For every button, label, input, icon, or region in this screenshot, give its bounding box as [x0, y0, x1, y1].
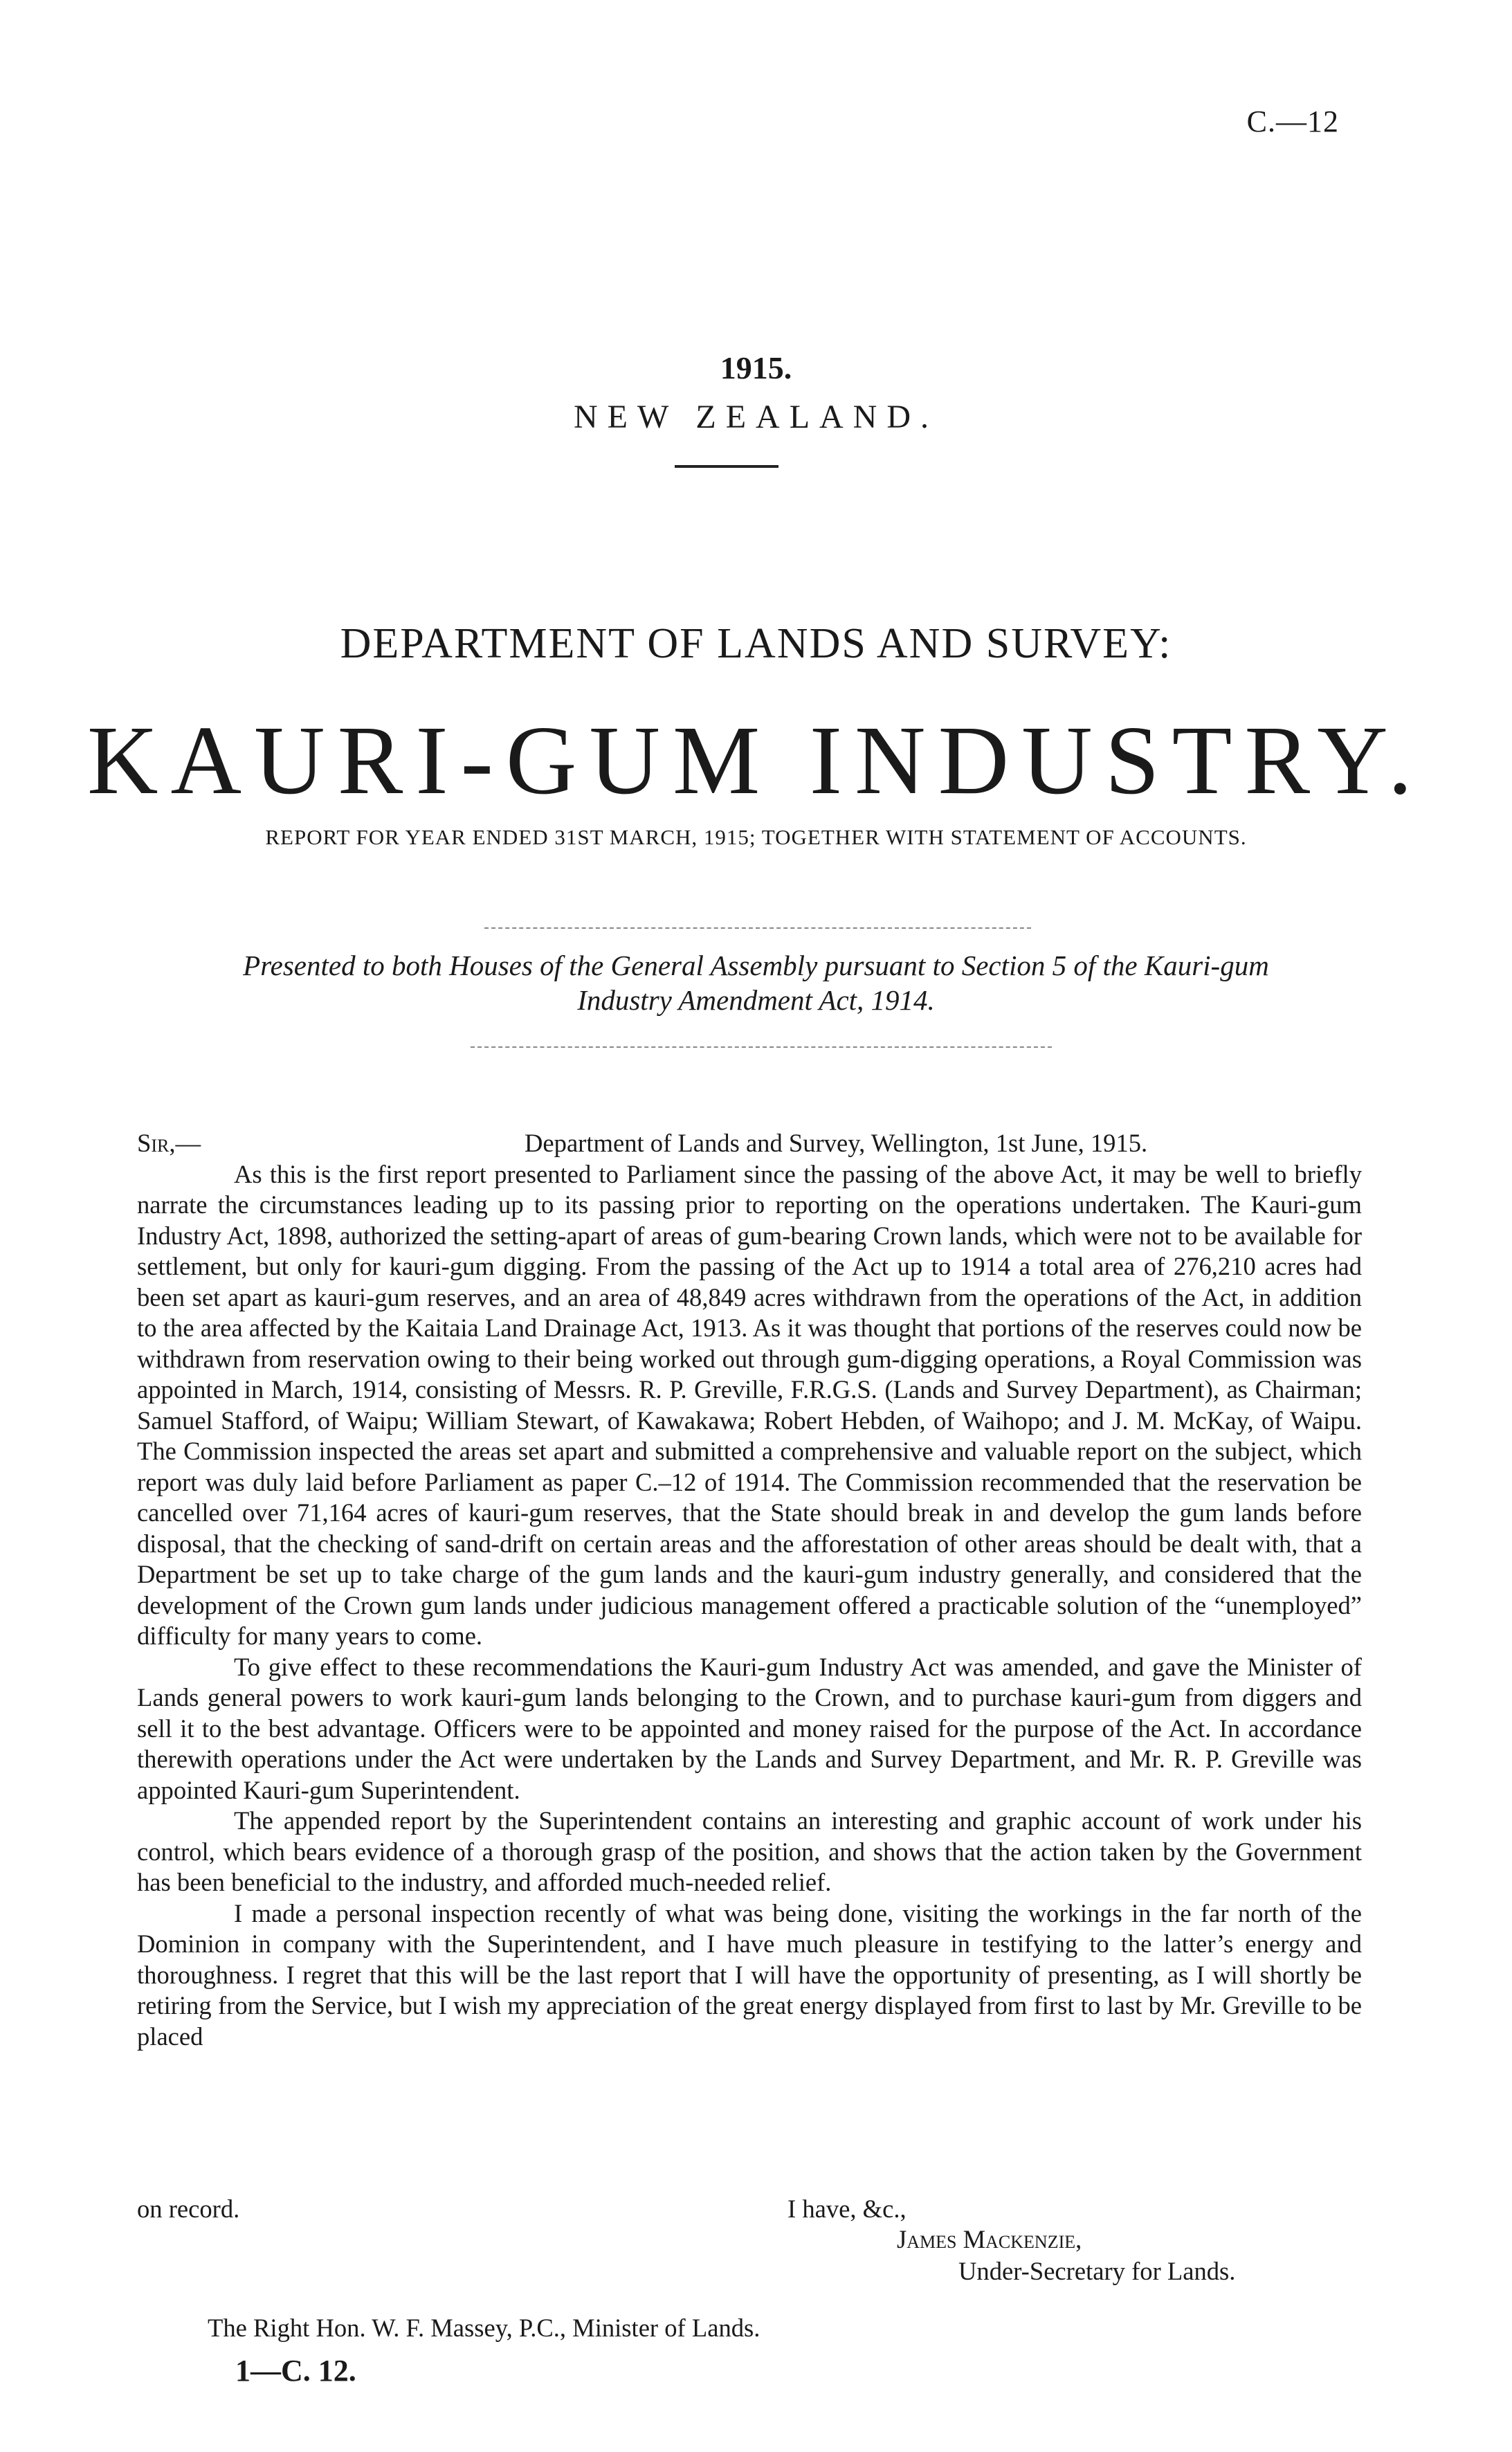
sheet-reference: 1—C. 12. — [235, 2354, 356, 2388]
presented-line-2: Industry Amendment Act, 1914. — [577, 984, 935, 1017]
letter-paragraph: I made a personal inspection recently of what was being done, visiting the workings in the far north of the Dominion in company with the Superintendent, and I have much pleasure in testifying to the latter’s energy and thoroughness. I regret that this will be the last report that I will have the opportunity of presenting, as I will shortly be retiring from the Service, but I wish my appreciation of the great energy displayed from first to last by Mr. Greville to be placed — [137, 1898, 1362, 2051]
report-subtitle: REPORT FOR YEAR ENDED 31ST MARCH, 1915; TOGETHER WITH STATEMENT OF ACCOUNTS. — [265, 825, 1247, 849]
signature-title: Under-Secretary for Lands. — [958, 2257, 1236, 2285]
addressee: The Right Hon. W. F. Massey, P.C., Minister of Lands. — [208, 2314, 760, 2342]
heading-divider — [675, 465, 778, 468]
letter-paragraph: The appended report by the Superintendent contains an interesting and graphic account of work under his control, which bears evidence of a thorough grasp of the position, and shows that the action taken by the Government has been beneficial to the industry, and afforded much-needed relief. — [137, 1806, 1362, 1896]
country-heading: NEW ZEALAND. — [573, 399, 939, 435]
page-reference: C.—12 — [1246, 105, 1339, 138]
letter-heading — [137, 1128, 1362, 1159]
letter-paragraph: As this is the first report presented to Parliament since the passing of the above Act, it may be well to briefly narrate the circumstances leading up to its passing prior to reporting on the operations undertaken. The Kauri-gum Industry Act, 1898, authorized the setting-apart of areas of gum-bearing Crown lands, which were not to be available for settlement, but only for kauri-gum digging. From the passing of the Act up to 1914 a total area of 276,210 acres had been set apart as kauri-gum reserves, and an area of 48,849 acres withdrawn from the operations of the Act, in addition to the area affected by the Kaitaia Land Drainage Act, 1913. As it was thought that portions of the reserves could now be withdrawn from reservation owing to their being worked out through gum-digging operations, a Royal Commission was appointed in March, 1914, consisting of Messrs. R. P. Greville, F.R.G.S. (Lands and Survey Department), as Chairman; Samuel Stafford, of Waipu; William Stewart, of Kawakawa; Robert Hebden, of Waihopo; and J. M. McKay, of Waipu. The Commission inspected the areas set apart and submitted a comprehensive and valuable report on the subject, which report was duly laid before Parliament as paper C.–12 of 1914. The Commission recommended that the reservation be cancelled over 71,164 acres of kauri-gum reserves, that the State should break in and develop the gum lands before disposal, that the checking of sand-drift on certain areas and the afforestation of other areas should be dealt with, that a Department be set up to take charge of the gum lands and the kauri-gum industry generally, and considered that the development of the Crown gum lands under judicious management offered a practicable solution of the “unemployed” difficulty for many years to come. — [137, 1159, 1362, 1650]
presented-line-1: Presented to both Houses of the General Assembly pursuant to Section 5 of the Kauri-gum — [243, 950, 1269, 981]
dashed-divider-bottom — [471, 1046, 1052, 1048]
closing-text-start: on record. — [137, 2195, 240, 2223]
closing-line — [137, 2194, 1362, 2225]
document-year: 1915. — [720, 350, 792, 385]
presented-note — [138, 948, 1374, 1017]
signature-name: James Mackenzie, — [897, 2225, 1082, 2253]
place-and-date: Department of Lands and Survey, Wellington, 1st June, 1915. — [525, 1129, 1148, 1157]
letter-paragraph: To give effect to these recommendations the Kauri-gum Industry Act was amended, and gave the Minister of Lands general powers to work kauri-gum lands belonging to the Crown, and to purchase kauri-gum from diggers and sell it to the best advantage. Officers were to be appointed and money raised for the purpose of the Act. In accordance therewith operations under the Act were undertaken by the Lands and Survey Department, and Mr. R. P. Greville was appointed Kauri-gum Superintendent. — [137, 1652, 1362, 1804]
report-title: KAURI-GUM INDUSTRY. — [86, 705, 1426, 815]
letter-body — [137, 1128, 1362, 2052]
closing-phrase: I have, &c., — [787, 2195, 907, 2223]
department-heading: DEPARTMENT OF LANDS AND SURVEY: — [340, 620, 1172, 667]
salutation: Sir,— — [137, 1129, 201, 1157]
dashed-divider-top — [484, 927, 1031, 929]
